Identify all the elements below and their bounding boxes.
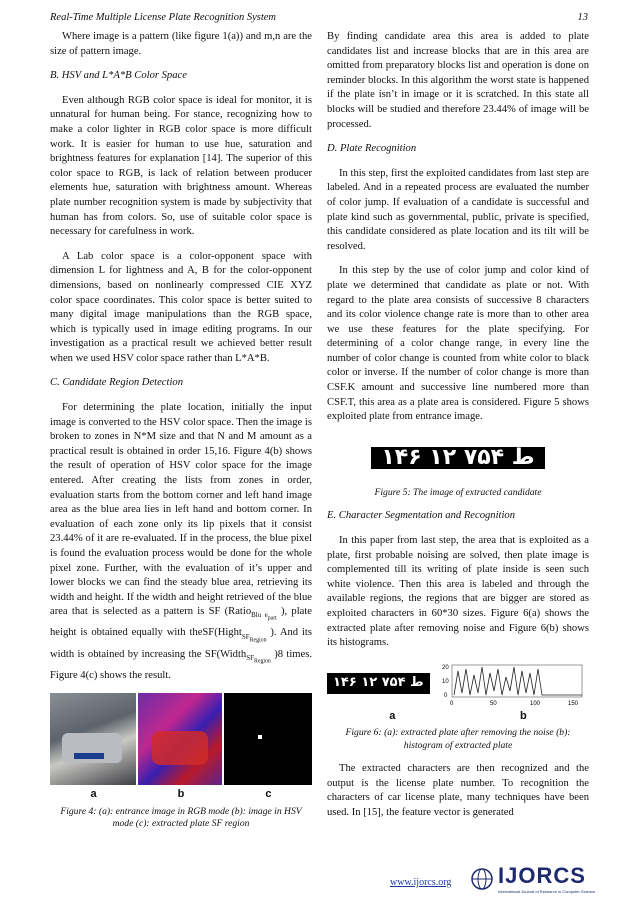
paragraph: Even although RGB color space is ideal for monitor, it is unnatural for human being. For stance, recognizing how to make a color lighter in RGB color space is more difficult work. It is easier for human to use hue, saturation and brightness features for explanation [14]. The superior of this color space to RGB, is lack of relation between producer elements hue, saturation with brightness amount. Whereas plate number recognition system is made by subjectivity that human has from colors. So, use of suitable color space is necessary for carefulness in work. [50,94,312,238]
section-heading-d: D. Plate Recognition [327,143,417,155]
ijorcs-logo [470,863,595,894]
fig4-label-c: c [265,788,272,801]
paragraph: By finding candidate area this area is added to plate candidates list and increase blocks that are in this area are omitted from preparatory blocks list and operation is done on reminder blocks. In this algorithm the worst state is happened if the plate isn’t in image or it is scratched. In this state all blocks will be studied and therefore 23.44% of image will be processed. [327,31,589,130]
fig6-label-b: b [519,709,527,722]
figure-6 [327,661,589,753]
extracted-plate-image: ۱۴۶ ط ۷۵۴ ۱۲ [371,447,544,470]
section-heading-b: B. HSV and L*A*B Color Space [50,70,187,82]
hist-ytick: 20 [441,664,449,671]
paragraph: In this paper from last step, the area that is exploited as a plate, first probable noising are solved, then plate image is complemented till its writing of plate inside is seen such white violence. Then this area is labeled and through the available regions, the regions that are bigger are stored as exploited characters in 60*30 sizes. Figure 6(a) shows the extracted plate after removing noise and Figure 6(b) shows its histograms. [327,534,589,649]
right-column [327,30,589,831]
journal-title: Real-Time Multiple License Plate Recognition System [50,12,276,23]
logo-subtitle: International Journal of Research in Computer Science [498,889,596,894]
paragraph: The extracted characters are then recognized and the output is the license plate number. To recognition the characters of car license plate, many techniques have been used. In [15], the feature vector is generated [327,763,589,819]
fig4c-plate-region [224,693,312,785]
running-header [50,12,588,23]
fig6-label-a: a [389,709,396,722]
section-heading-e: E. Character Segmentation and Recognition [327,510,516,522]
hist-ytick: 0 [443,692,447,699]
fig4-label-b: b [177,788,185,801]
globe-icon [470,867,494,891]
journal-url-link[interactable]: www.ijorcs.org [390,877,452,888]
fig4-label-a: a [90,788,97,801]
figure-4 [50,693,312,831]
hist-xtick: 150 [567,700,578,707]
fig6b-histogram [438,661,588,707]
hist-ytick: 10 [441,678,449,685]
paragraph: A Lab color space is a color-opponent space with dimension L for lightness and A, B for the color-opponent dimensions, based on nonlinearly compressed CIE XYZ color space coordinates. This color space is better suited to many digital image manipulations than the RGB space, which is typically used in image editing programs. In our investigation as a practical result we achieved better result when we used HSV color space rather than L*A*B. [50,250,312,364]
logo-text: IJORCS [498,863,586,888]
figure-5-caption: Figure 5: The image of extracted candidate [374,486,542,498]
paragraph: In this step by the use of color jump and color kind of plate we determined that candidate as plate or not. With regard to the plate area consists of successive 8 characters and its color violence change rate is more than to other area we use these features for the plate specifying. For determining of a color change range, in every line the number of color change is counted from white color to black color or inverse. If the number of color change is more than CSF.K amount and successive line numbered more than CSF.T, this area as a plate area is considered. Figure 5 shows exploited plate from entrance image. [327,265,589,423]
section-heading-c: C. Candidate Region Detection [50,377,183,389]
paragraph: For determining the plate location, initially the input image is converted to the HSV color space. Then the image is broken to zones in N*M size and that N and M amount as a practical result is obtained in order 15,16. Figure 4(b) shows the result of operation of HSV color space for the image entered. After creating the lists from zones in order, evaluation starts from the bottom corner and left hand image area as the blue area lies in left hand and bottom corner. In evaluation of each zone only its lip pixels that it consist 23.44% of it are re-evaluated. If in the process, the blue pixel is found the evaluation process would be done for the whole pixel zone. Further, with the evaluation of it’s upper and lower blocks we can find the steady blue area, retrieving its width and height. If the width and height retrieved of the blue area that is selected as a pattern is SF (Ratio$_{Blu e_{part}}$ ), plate height is obtained equally with theSF(Hight$_{SF_{Region}}$ ). And its width is obtained by increasing the SF(Width$_{SF_{Region}}$ )8 times. Figure 4(c) shows the result. [50,402,312,681]
fig4a-rgb-image [50,693,136,785]
fig4b-hsv-image [138,693,222,785]
paragraph: In this step, first the exploited candidates from last step are labeled. And in a repeated process are evaluated the number of color jump. If evaluation of a candidate is successful and plate kind such as governmental, public, private is specified, this candidate considered as plate location and its tilt will be resolved. [327,167,589,252]
left-column [50,30,312,841]
figure-4-caption: Figure 4: (a): entrance image in RGB mode (b): image in HSV mode (c): extracted plate SF region [60,805,302,830]
figure-5 [327,433,589,500]
hist-xtick: 100 [529,700,540,707]
hist-xtick: 50 [489,700,497,707]
page-number: 13 [577,12,588,23]
figure-6-caption: Figure 6: (a): extracted plate after removing the noise (b): histogram of extracted plate [345,727,571,751]
fig6a-plate-image: ۱۴۶ ط ۷۵۴ ۱۲ [327,673,430,694]
hist-xtick: 0 [449,700,453,707]
paragraph: Where image is a pattern (like figure 1(a)) and m,n are the size of pattern image. [50,31,312,57]
